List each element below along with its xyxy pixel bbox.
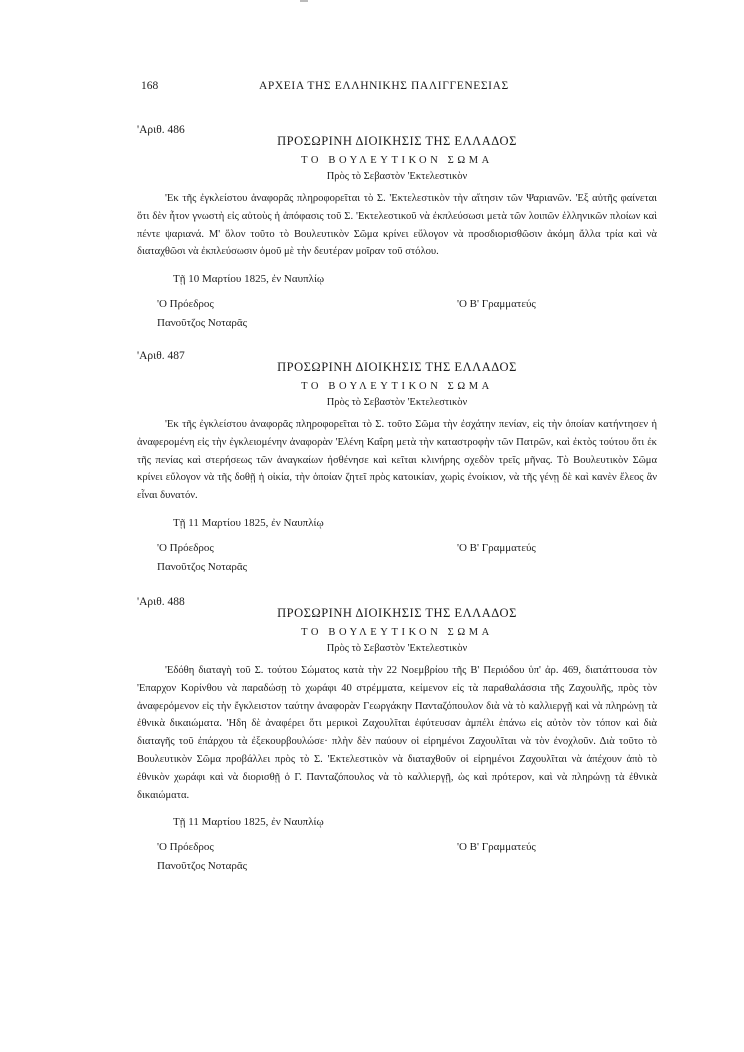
- document-text: 'Εκ τῆς ἐγκλείστου ἀναφορᾶς πληροφορεῖται τὸ Σ. 'Εκτελεστικὸν τὴν αἴτησιν τῶν Ψαριανῶν. 'Εξ αὐτῆς φαίνεται ὅτι δὲν ἦτον γνωστὴ εἰς αὐτοὺς ἡ ἀπόφασις τοῦ Σ. 'Εκτελεστικοῦ νὰ ἐκπλεύσωσι μετὰ τῶν λοιπῶν ἑλληνικῶν πλοίων καὶ πέντε ψαριανά. Μ' ὅλον τοῦτο τὸ Βουλευτικὸν Σῶμα κρίνει εὔλογον νὰ προσδιορισθῶσιν ἀκόμη ἄλλα τρία καὶ νὰ διαταχθῶσι νὰ ἐκπλεύσωσιν ὁμοῦ μὲ τὴν δευτέραν μοῖραν τοῦ στόλου.: [137, 193, 657, 258]
- date-line: Τῇ 11 Μαρτίου 1825, ἐν Ναυπλίῳ: [173, 816, 324, 829]
- secretary-signature: [457, 838, 536, 857]
- top-ink-mark: [300, 0, 308, 2]
- addressee: Πρὸς τὸ Σεβαστὸν 'Εκτελεστικὸν: [326, 643, 468, 654]
- president-signature: [157, 539, 247, 577]
- president-name: Πανοῦτζος Νοταρᾶς: [157, 317, 248, 330]
- document-488: [137, 594, 657, 876]
- document-number: 'Αριθ. 486: [137, 124, 185, 136]
- signatures: [137, 539, 657, 577]
- issuing-body: ΤΟ ΒΟΥΛΕΥΤΙΚΟΝ ΣΩΜΑ: [301, 155, 493, 166]
- issuing-body: ΤΟ ΒΟΥΛΕΥΤΙΚΟΝ ΣΩΜΑ: [301, 627, 493, 638]
- document-title: ΠΡΟΣΩΡΙΝΗ ΔΙΟΙΚΗΣΙΣ ΤΗΣ ΕΛΛΑΔΟΣ: [277, 606, 517, 620]
- president-name: Πανοῦτζος Νοταρᾶς: [157, 860, 248, 873]
- issuing-body: ΤΟ ΒΟΥΛΕΥΤΙΚΟΝ ΣΩΜΑ: [301, 381, 493, 392]
- addressee: Πρὸς τὸ Σεβαστὸν 'Εκτελεστικὸν: [326, 397, 468, 408]
- date-line: Τῇ 11 Μαρτίου 1825, ἐν Ναυπλίῳ: [173, 516, 324, 529]
- president-title: 'Ο Πρόεδρος: [157, 841, 214, 854]
- president-title: 'Ο Πρόεδρος: [157, 298, 214, 311]
- secretary-signature: [457, 295, 536, 314]
- secretary-title: 'Ο Β' Γραμματεύς: [457, 841, 536, 854]
- document-title: ΠΡΟΣΩΡΙΝΗ ΔΙΟΙΚΗΣΙΣ ΤΗΣ ΕΛΛΑΔΟΣ: [277, 360, 517, 374]
- president-name: Πανοῦτζος Νοταρᾶς: [157, 560, 248, 573]
- document-text: 'Εδόθη διαταγὴ τοῦ Σ. τούτου Σώματος κατὰ τὴν 22 Νοεμβρίου τῆς Β' Περιόδου ὑπ' ἀρ. 469, διατάττουσα τὸν 'Επαρχον Κορίνθου νὰ παραδώσῃ τὸ χωράφι 40 στρέμματα, κείμενον εἰς τὰ παραθαλάσσια τῆς Ζαχουλῆς, πρὸς τὸν ἀναφερόμενον εἰς τὴν ἔγκλειστον ταύτην ἀναφορὰν Γεωργάκην Πανταζόπουλον διὰ νὰ τὸ καλλιεργῇ καὶ νὰ πληρώνῃ τὰ ἐθνικὰ δικαιώματα. 'Ηδη δὲ ἀναφέρει ὅτι μερικοὶ Ζαχουλῖται ἐφύτευσαν ἀμπέλι ἐπάνω εἰς αὐτὸν τὸν τόπον καὶ διὰ διαταγῆς τοῦ ἐπάρχου τὰ ἐξεκουρβουλώσε· πλὴν δὲν παύουν οἱ εἰρημένοι Ζαχουλῖται νὰ τὸν ἐνοχλοῦν. Διὰ τοῦτο τὸ Βουλευτικὸν Σῶμα προβάλλει πρὸς τὸ Σ. 'Εκτελεστικὸν νὰ διαταχθοῦν οἱ εἰρημένοι Ζαχουλῖται νὰ ἀπέχουν ἀπὸ τὸ ἐθνικὸν χωράφι καὶ νὰ διορισθῇ ὁ Γ. Πανταζόπουλος νὰ τὸ καλλιεργῇ, ὡς καὶ πρότερον, καὶ νὰ πληρώνῃ τὰ ἐθνικὰ δικαιώματα.: [137, 665, 657, 801]
- president-signature: [157, 838, 247, 876]
- secretary-signature: [457, 539, 536, 558]
- page-header: [141, 80, 581, 96]
- president-signature: [157, 295, 247, 333]
- document-title: ΠΡΟΣΩΡΙΝΗ ΔΙΟΙΚΗΣΙΣ ΤΗΣ ΕΛΛΑΔΟΣ: [277, 134, 517, 148]
- document-text: 'Εκ τῆς ἐγκλείστου ἀναφορᾶς πληροφορεῖται τὸ Σ. τοῦτο Σῶμα τὴν ἐσχάτην πενίαν, εἰς τὴν ὁποίαν κατήντησεν ἡ ἀναφερομένη εἰς τὴν ἐγκλειομένην ἀναφορὰν 'Ελένη Καΐρη μετὰ τὴν καταστροφὴν τῶν Πατρῶν, καὶ ἐκτὸς τούτου ὅτι ἐκ τῆς πενίας καὶ στερήσεως τῶν ἀναγκαίων ἠσθένησε καὶ κεῖται κλινήρης σχεδὸν τρεῖς μῆνας. Τὸ Βουλευτικὸν Σῶμα κρίνει εὔλογον νὰ τῆς δοθῇ ἡ οἰκία, τὴν ὁποίαν ζητεῖ πρὸς κατοικίαν, χωρὶς ἐνοίκιον, νὰ τῆς γένῃ δὲ καὶ κανὲν ἔλεος ἂν εἶναι δυνατόν.: [137, 419, 657, 502]
- running-title: ΑΡΧΕΙΑ ΤΗΣ ΕΛΛΗΝΙΚΗΣ ΠΑΛΙΓΓΕΝΕΣΙΑΣ: [259, 80, 509, 92]
- date-line: Τῇ 10 Μαρτίου 1825, ἐν Ναυπλίῳ: [173, 273, 325, 286]
- page-number: 168: [141, 80, 159, 92]
- secretary-title: 'Ο Β' Γραμματεύς: [457, 298, 536, 311]
- president-title: 'Ο Πρόεδρος: [157, 541, 214, 554]
- addressee: Πρὸς τὸ Σεβαστὸν 'Εκτελεστικὸν: [326, 171, 468, 182]
- signatures: [137, 838, 657, 876]
- document-number: 'Αριθ. 488: [137, 596, 185, 608]
- document-number: 'Αριθ. 487: [137, 350, 185, 362]
- document-487: [137, 348, 657, 577]
- secretary-title: 'Ο Β' Γραμματεύς: [457, 541, 536, 554]
- document-486: [137, 122, 657, 333]
- signatures: [137, 295, 657, 333]
